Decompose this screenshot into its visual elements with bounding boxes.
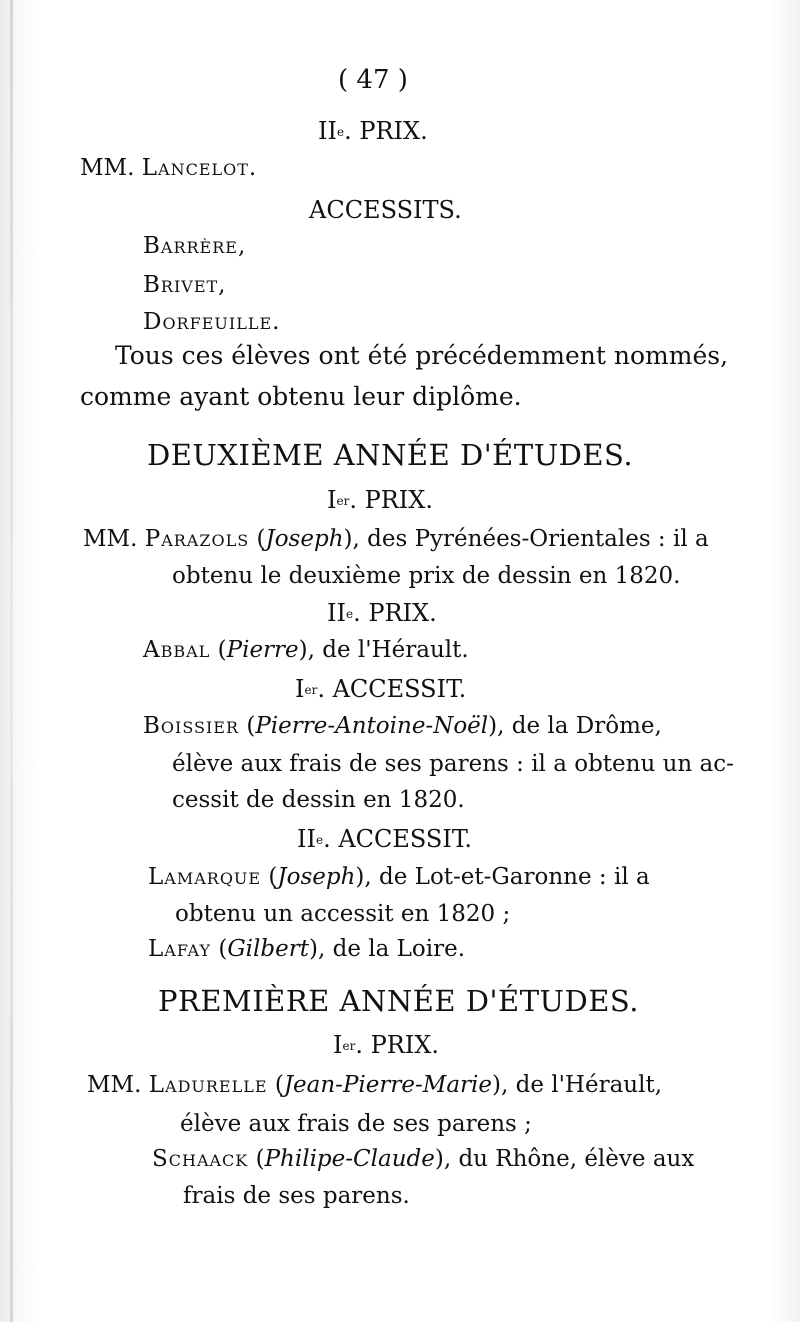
entry-parazols: MM. Parazols (Joseph), des Pyrénées-Orientales : il a [83, 526, 709, 552]
entry-barrere: Barrère, [143, 233, 247, 259]
entry-lamarque-line-2: obtenu un accessit en 1820 ; [175, 901, 511, 927]
section-title-premiere: PREMIÈRE ANNÉE D'ÉTUDES. [158, 984, 639, 1018]
entry-brivet: Brivet, [143, 272, 227, 298]
prize-heading-first-premiere: Ier. PRIX. [333, 1031, 439, 1059]
entry-lamarque: Lamarque (Joseph), de Lot-et-Garonne : il a [148, 864, 650, 890]
prize-heading-first: Ier. PRIX. [327, 486, 433, 514]
section-title-deuxieme: DEUXIÈME ANNÉE D'ÉTUDES. [147, 438, 634, 472]
page-edge-shadow [10, 0, 13, 1322]
note-line-1: Tous ces élèves ont été précédemment nommés, [115, 341, 729, 370]
entry-boissier-line-2: élève aux frais de ses parens : il a obtenu un ac- [172, 751, 734, 777]
entry-dorfeuille: Dorfeuille. [143, 309, 281, 335]
accessit-heading-first: Ier. ACCESSIT. [295, 675, 467, 703]
entry-ladurelle-line-2: élève aux frais de ses parens ; [180, 1111, 532, 1137]
accessits-heading: ACCESSITS. [309, 196, 462, 224]
entry-abbal: Abbal (Pierre), de l'Hérault. [143, 637, 469, 663]
entry-schaack: Schaack (Philipe-Claude), du Rhône, élève aux [152, 1146, 695, 1172]
entry-schaack-line-2: frais de ses parens. [183, 1183, 410, 1209]
entry-parazols-line-2: obtenu le deuxième prix de dessin en 1820. [172, 563, 681, 589]
entry-ladurelle: MM. Ladurelle (Jean-Pierre-Marie), de l'Hérault, [87, 1072, 663, 1098]
entry-boissier: Boissier (Pierre-Antoine-Noël), de la Drôme, [143, 713, 662, 739]
prize-heading-second-deuxieme: IIe. PRIX. [327, 599, 437, 627]
accessit-heading-second: IIe. ACCESSIT. [297, 825, 472, 853]
entry-lafay: Lafay (Gilbert), de la Loire. [148, 936, 466, 962]
prize-heading-second: IIe. PRIX. [318, 117, 428, 145]
entry-lancelot: MM. Lancelot. [80, 155, 258, 181]
page-number: ( 47 ) [338, 65, 408, 95]
note-line-2: comme ayant obtenu leur diplôme. [80, 382, 522, 411]
entry-boissier-line-3: cessit de dessin en 1820. [172, 787, 465, 813]
